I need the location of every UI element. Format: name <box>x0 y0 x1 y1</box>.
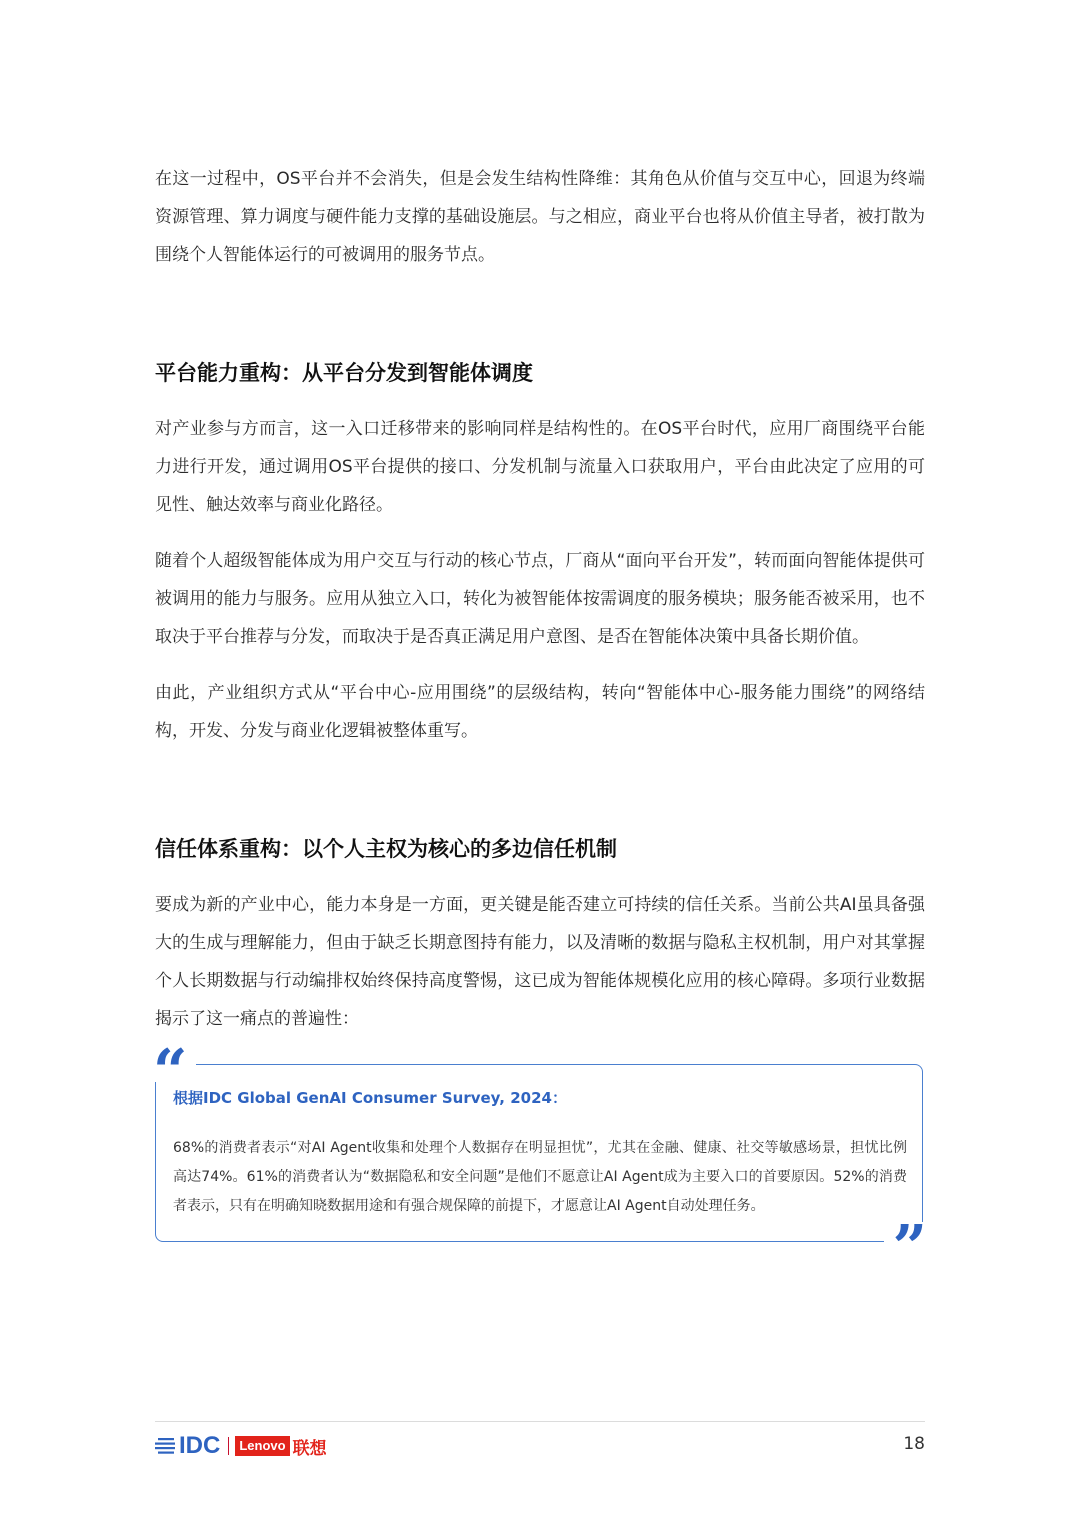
heading-platform-capability: 平台能力重构：从平台分发到智能体调度 <box>155 361 533 385</box>
paragraph-trust-relationship: 要成为新的产业中心，能力本身是一方面，更关键是能否建立可持续的信任关系。当前公共AI虽具备强大的生成与理解能力，但由于缺乏长期意图持有能力，以及清晰的数据与隐私主权机制，用户对其掌握个人长期数据与行动编排权始终保持高度警惕，这已成为智能体规模化应用的核心障碍。多项行业数据揭示了这一痛点的普遍性： <box>155 895 925 1029</box>
heading-trust-system: 信任体系重构：以个人主权为核心的多边信任机制 <box>155 837 617 861</box>
lenovo-logo: Lenovo <box>235 1436 289 1456</box>
logo-divider <box>228 1437 229 1455</box>
paragraph-agent-node: 随着个人超级智能体成为用户交互与行动的核心节点，厂商从“面向平台开发”，转而面向智能体提供可被调用的能力与服务。应用从独立入口，转化为被智能体按需调度的服务模块；服务能否被采用，也不取决于平台推荐与分发，而取决于是否真正满足用户意图、是否在智能体决策中具备长期价值。 <box>155 551 925 647</box>
lenovo-chinese-logo: 联想 <box>292 1438 327 1459</box>
page-number: 18 <box>903 1434 925 1454</box>
close-quote-icon: ” <box>884 1222 929 1258</box>
survey-quote-box <box>155 1048 925 1256</box>
page-content <box>155 160 925 1038</box>
idc-logo <box>155 1432 220 1460</box>
quote-text: 68%的消费者表示“对AI Agent收集和处理个人数据存在明显担忧”，尤其在金融、健康、社交等敏感场景，担忧比例高达74%。61%的消费者认为“数据隐私和安全问题”是他们不愿意让AI Agent成为主要入口的首要原因。52%的消费者表示，只有在明确知晓数据用途和有强合规保障的前提下，才愿意让AI Agent自动处理任务。 <box>173 1140 907 1214</box>
footer-divider <box>155 1421 925 1422</box>
paragraph-industry-structure: 由此，产业组织方式从“平台中心-应用围绕”的层级结构，转向“智能体中心-服务能力围绕”的网络结构，开发、分发与商业化逻辑被整体重写。 <box>155 683 925 741</box>
idc-globe-icon <box>155 1436 177 1456</box>
paragraph-industry-impact: 对产业参与方而言，这一入口迁移带来的影响同样是结构性的。在OS平台时代，应用厂商围绕平台能力进行开发，通过调用OS平台提供的接口、分发机制与流量入口获取用户，平台由此决定了应用的可见性、触达效率与商业化路径。 <box>155 419 925 515</box>
quote-source: 根据IDC Global GenAI Consumer Survey, 2024： <box>173 1089 567 1107</box>
footer-logos <box>155 1432 327 1460</box>
paragraph-os-platform: 在这一过程中，OS平台并不会消失，但是会发生结构性降维：其角色从价值与交互中心，回退为终端资源管理、算力调度与硬件能力支撑的基础设施层。与之相应，商业平台也将从价值主导者，被打散为围绕个人智能体运行的可被调用的服务节点。 <box>155 169 925 265</box>
idc-logo-text: IDC <box>179 1432 221 1459</box>
open-quote-icon: “ <box>151 1046 196 1082</box>
